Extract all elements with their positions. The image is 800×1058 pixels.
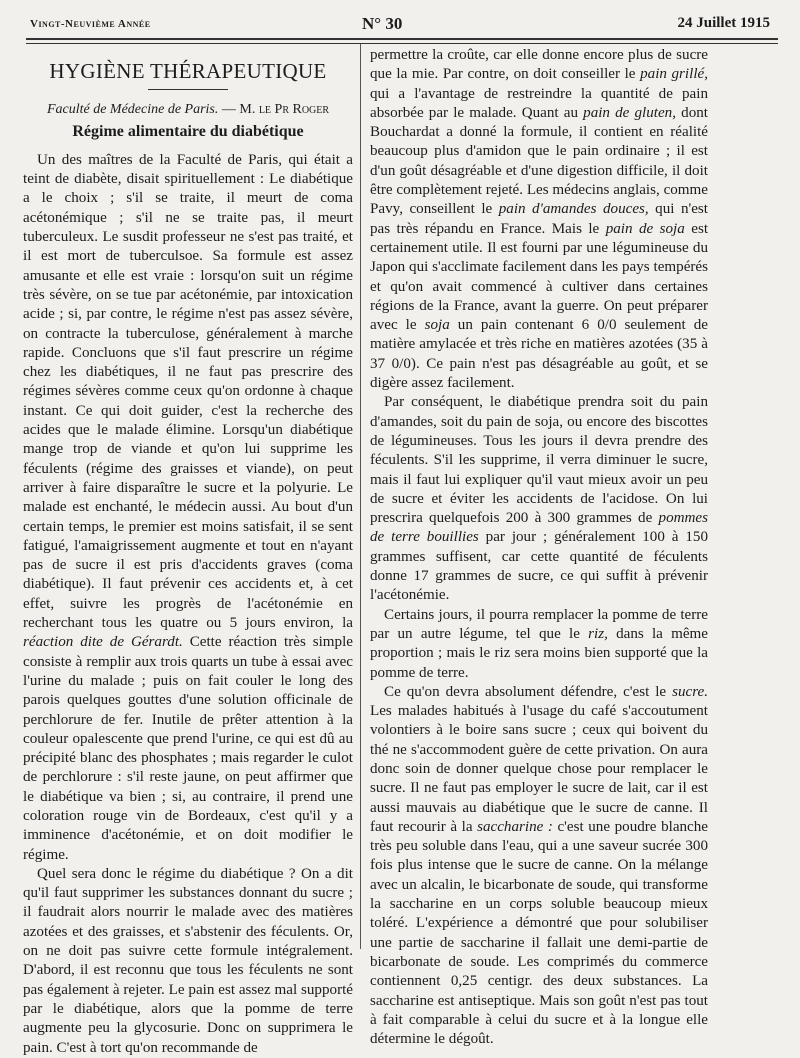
byline-author: — M. le Pr Roger — [221, 102, 330, 118]
issue-date: 24 Juillet 1915 — [677, 15, 770, 31]
article-title: Régime alimentaire du diabétique — [72, 122, 304, 140]
header-rule — [26, 38, 778, 44]
byline-faculty: Faculté de Médecine de Paris. — [46, 102, 219, 118]
left-paragraph-1: Un des maîtres de la Faculté de Paris, qui était a teint de diabète, disait spirituellement : Le diabétique a le choix ; s'il se traite, il meurt de coma acétonémique ; s'il ne se traite pas, il meurt tuberculeux. Le susdit professeur ne s'est pas traité, et il est mort de tuberculsoe. Sa formule est assez amusante et elle est vraie : lorsqu'on suit un régime très sévère, on se tue par acétonémie, par intoxication acide ; si, par contre, le régime n'est pas assez sévère, on contracte la tuberculose, généralement à marche rapide. Concluons que s'il faut prescrire un régime chez les diabétiques, il ne faut pas prescrire des régimes sévères comme ceux qu'on ordonne à chaque instant. Ce qui doit guider, c'est la recherche des acides que le malade élimine. Lorsqu'un diabétique mange trop de viande et qu'on lui supprime les féculents (régime des graisses et viande), on peut arriver à faire disparaître le sucre et la polyurie. Le malade est enchanté, le médecin aussi. Au bout d'un certain temps, le premier est moins satisfait, il se sent fatigué, l'amaigrissement augmente et tout en n'ayant pas de sucre il est pris d'accidents graves (coma diabétique). Il faut prévenir ces accidents et, à cet effet, suivre les progrès de l'acétonémie en recherchant tous les quatre ou 5 jours environ, la réaction dite de Gérardt. Cette réaction très simple consiste à remplir aux trois quarts un tube à essai avec l'urine du malade ; puis on fait couler le long des parois quelques gouttes d'une solution officinale de perchlorure de fer. Inutile de prêter attention à la couleur opalescente que prend l'urine, ce qui est dû au précipité blanc des phosphates ; mais regarder le culot de perchlorure : s'il reste jaune, on peut affirmer que le diabétique va bien ; si, au contraire, il prend une coloration rouge vin de Bordeaux, c'est qu'il y a imminence d'acétonémie, et on doit modifier le régime. — [23, 151, 353, 863]
left-paragraph-2: Quel sera donc le régime du diabétique ? On a dit qu'il faut supprimer les substances donnant du sucre ; il faudrait alors nourrir le malade avec des matières azotées et des graisses, et s'abstenir des féculents. Or, on ne doit pas suivre cette formule intégralement. D'abord, il est reconnu que tous les féculents ne sont pas également à rejeter. Le pain est assez mal supporté par le diabétique, alors que la pomme de terre augmente peu la glycosurie. Donc on supprimera le pain. C'est à tort qu'on recommande de — [23, 865, 353, 1056]
right-paragraph-1: permettre la croûte, car elle donne encore plus de sucre que la mie. Par contre, on doit conseiller le pain grillé, qui a l'avantage de restreindre la quantité de pain absorbée par le malade. Quant au pain de gluten, dont Bouchardat a donné la formule, il contient en réalité beaucoup plus d'amidon que le pain ordinaire ; il est d'un goût désagréable et d'une digestion difficile, il doit être complètement rejeté. Les médecins anglais, comme Pavy, conseillent le pain d'amandes douces, qui n'est pas très répandu en France. Mais le pain de soja est certainement utile. Il est fourni par une légumineuse du Japon qui s'acclimate facilement dans les pays tempérés et qu'on avait commencé à cultiver dans certaines régions de la France, avant la guerre. On peut préparer avec le soja un pain contenant 6 0/0 seulement de matière amylacée et très riche en matières azotées (35 à 37 0/0). Ce pain n'est pas désagréable au goût, et se digère assez facilement. — [370, 47, 709, 392]
right-paragraph-2: Par conséquent, le diabétique prendra soit du pain d'amandes, soit du pain de soja, ou encore des biscottes de légumineuses. Tous les jours il devra prendre des féculents. S'il les supprime, il verra diminuer le sucre, mais il faut lui expliquer qu'il vaut mieux avoir un peu de sucre et éviter les accidents de l'acidose. On lui prescrira quelquefois 200 à 300 grammes de pommes de terre bouillies par jour ; généralement 100 à 150 grammes suffisent, car cette quantité de féculents donne 17 grammes de sucre, ce qui suffit à prévenir l'acétonémie. — [370, 394, 709, 604]
page-header — [26, 12, 778, 38]
right-paragraph-4: Ce qu'on devra absolument défendre, c'est le sucre. Les malades habitués à l'usage du café s'accoutument volontiers à le boire sans sucre ; ceux qui boivent du thé ne s'accommodent guère de cette privation. On aura donc soin de donner quelque chose pour remplacer le sucre. Il ne faut pas employer le sucre de lait, car il est aussi mauvais au diabétique que le sucre de canne. Il faut recourir à la saccharine : c'est une poudre blanche très peu soluble dans l'eau, qui a une saveur sucrée 300 fois plus intense que le sucre de canne. On la mélange avec un alcalin, le bicarbonate de soude, qui transforme la saccharine en un corps soluble beaucoup mieux toléré. L'expérience a démontré que pour solubiliser une partie de saccharine il fallait une demi-partie de bicarbonate de soude. Les comprimés du commerce contiennent 0,25 centigr. des deux substances. La saccharine est antiseptique. Mais son goût n'est pas tout à fait comparable à celui du sucre et à la longue elle détermine le dégoût. — [370, 683, 709, 1048]
section-title: HYGIÈNE THÉRAPEUTIQUE — [49, 59, 327, 83]
column-divider — [360, 44, 361, 949]
issue-number: N° 30 — [362, 14, 403, 33]
right-column — [370, 46, 708, 1049]
right-paragraph-3: Certains jours, il pourra remplacer la pomme de terre par un autre légume, tel que le riz, dans la même proportion ; mais le riz sera moins bien supporté que la pomme de terre. — [370, 606, 708, 681]
title-rule — [148, 89, 228, 90]
left-column — [23, 48, 353, 1058]
journal-year: Vingt-Neuvième Année — [30, 18, 151, 30]
byline — [23, 100, 353, 119]
